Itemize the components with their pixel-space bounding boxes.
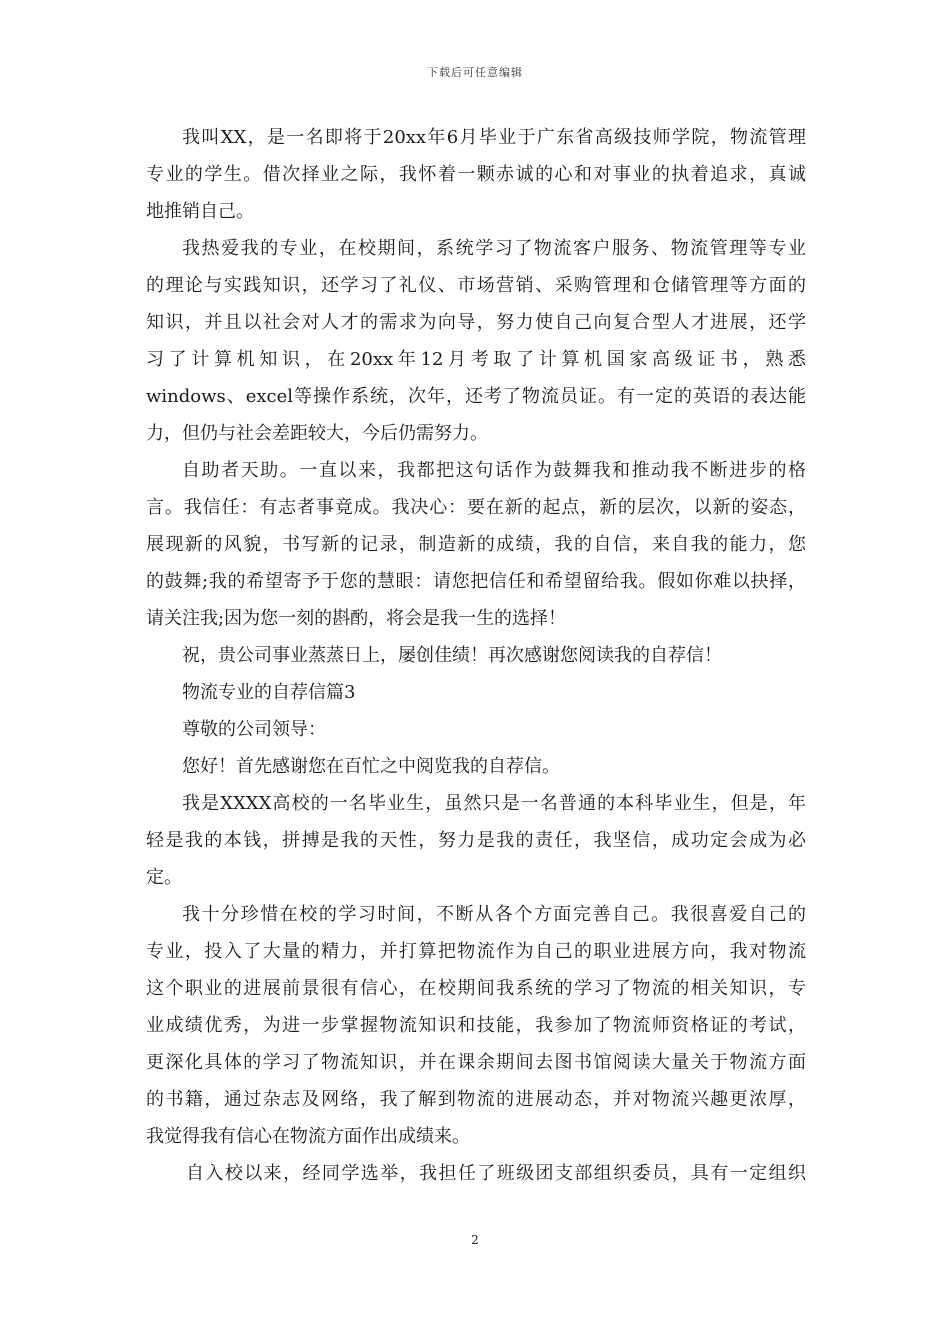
text-line: 的鼓舞;我的希望寄予于您的慧眼：请您把信任和希望留给我。假如你难以抉择，	[146, 571, 806, 592]
text-line: 自入校以来，经同学选举，我担任了班级团支部组织委员，具有一定组织	[186, 1163, 806, 1184]
text-line: 自助者天助。一直以来，我都把这句话作为鼓舞我和推动我不断进步的格	[182, 460, 806, 481]
text-line: 的理论与实践知识，还学习了礼仪、市场营销、采购管理和仓储管理等方面的	[146, 275, 806, 296]
text-line: 专业，投入了大量的精力，并打算把物流作为自己的职业进展方向，我对物流	[146, 941, 806, 962]
text-line: 业成绩优秀，为进一步掌握物流知识和技能，我参加了物流师资格证的考试，	[146, 1015, 806, 1036]
text-line: 您好！首先感谢您在百忙之中阅览我的自荐信。	[182, 756, 560, 777]
text-line: 我热爱我的专业，在校期间，系统学习了物流客户服务、物流管理等专业	[182, 238, 806, 259]
text-line: 请关注我;因为您一刻的斟酌，将会是我一生的选择！	[146, 608, 567, 629]
text-line: 物流专业的自荐信篇3	[182, 682, 356, 703]
text-line: 更深化具体的学习了物流知识，并在课余期间去图书馆阅读大量关于物流方面	[146, 1052, 806, 1073]
text-line: 知识，并且以社会对人才的需求为向导，努力使自己向复合型人才进展，还学	[146, 312, 806, 333]
text-line: windows、excel等操作系统，次年，还考了物流员证。有一定的英语的表达能	[146, 386, 806, 407]
document-body	[146, 119, 806, 1192]
text-line: 我是XXXX高校的一名毕业生，虽然只是一名普通的本科毕业生，但是，年	[182, 793, 806, 814]
text-line: 我觉得我有信心在物流方面作出成绩来。	[146, 1126, 470, 1147]
text-line: 地推销自己。	[146, 201, 254, 222]
text-line: 定。	[146, 867, 182, 888]
text-line: 习了计算机知识，在20xx年12月考取了计算机国家高级证书，熟悉	[146, 349, 806, 370]
text-line: 言。我信任：有志者事竟成。我决心：要在新的起点，新的层次，以新的姿态，	[146, 497, 806, 518]
text-line: 专业的学生。借次择业之际，我怀着一颗赤诚的心和对事业的执着追求，真诚	[146, 164, 806, 185]
text-line: 这个职业的进展前景很有信心，在校期间我系统的学习了物流的相关知识，专	[146, 978, 806, 999]
text-line: 力，但仍与社会差距较大，今后仍需努力。	[146, 423, 488, 444]
text-line: 祝，贵公司事业蒸蒸日上，屡创佳绩！再次感谢您阅读我的自荐信！	[182, 645, 722, 666]
text-line: 尊敬的公司领导：	[182, 719, 326, 740]
text-line: 的书籍，通过杂志及网络，我了解到物流的进展动态，并对物流兴趣更浓厚，	[146, 1089, 806, 1110]
text-line: 我叫XX，是一名即将于20xx年6月毕业于广东省高级技师学院，物流管理	[182, 127, 806, 148]
text-line: 展现新的风貌，书写新的记录，制造新的成绩，我的自信，来自我的能力，您	[146, 534, 806, 555]
text-line: 我十分珍惜在校的学习时间，不断从各个方面完善自己。我很喜爱自己的	[182, 904, 806, 925]
text-line: 轻是我的本钱，拼搏是我的天性，努力是我的责任，我坚信，成功定会成为必	[146, 830, 806, 851]
page-header-note: 下载后可任意编辑	[427, 66, 523, 79]
page-number: 2	[471, 1233, 479, 1247]
